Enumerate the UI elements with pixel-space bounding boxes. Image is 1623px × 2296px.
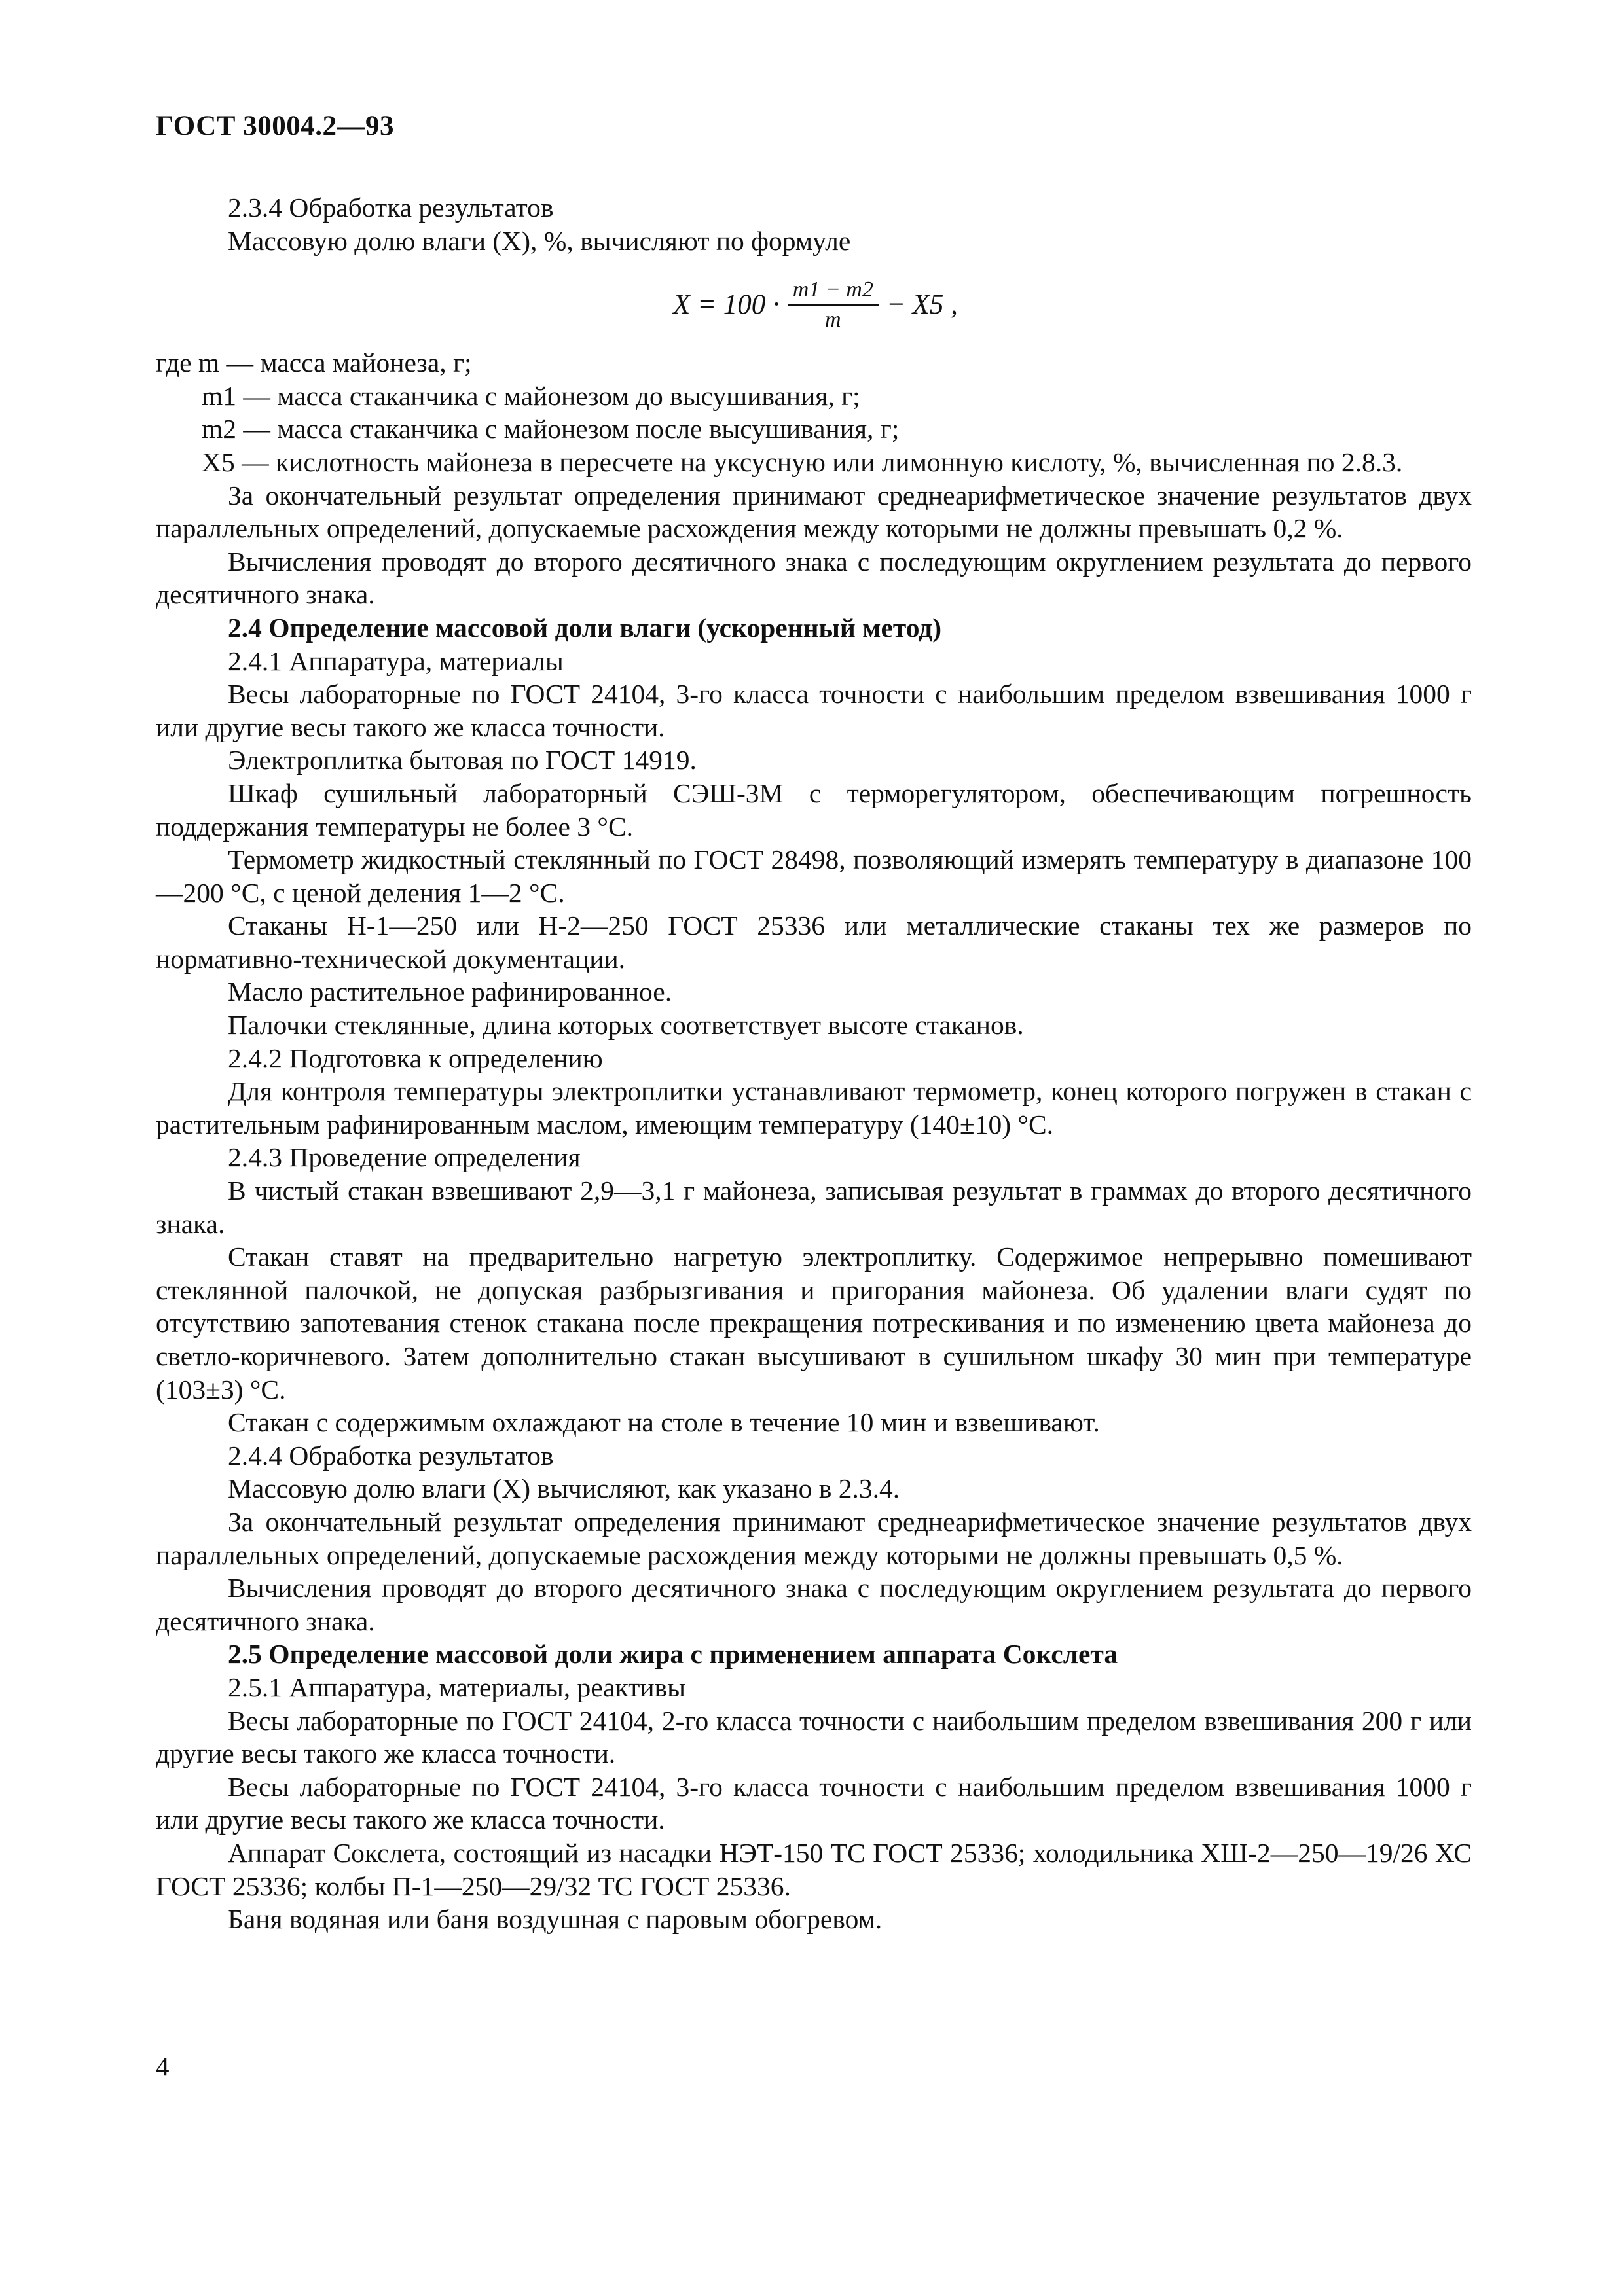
- definition-m1: m1 — масса стаканчика с майонезом до высушивания, г;: [202, 380, 860, 411]
- paragraph-result-1: За окончательный результат определения принимают среднеарифметическое значение результатов двух параллельных определений, допускаемые расхождения между которыми не должны превышать 0,2 %.: [156, 480, 1472, 544]
- paragraph-calc-x: Массовую долю влаги (X) вычисляют, как указано в 2.3.4.: [228, 1473, 900, 1504]
- section-title-2-4-4: 2.4.4 Обработка результатов: [228, 1440, 554, 1471]
- paragraph-scales-2: Весы лабораторные по ГОСТ 24104, 2-го класса точности с наибольшим пределом взвешивания 200 г или другие весы такого же класса точности.: [156, 1705, 1472, 1769]
- section-title-2-5: 2.5 Определение массовой доли жира с применением аппарата Сокслета: [228, 1639, 1118, 1670]
- page-body: [156, 191, 1472, 1936]
- formula-numerator: m1 − m2: [788, 277, 879, 306]
- formula-intro: Массовую долю влаги (X), %, вычисляют по формуле: [228, 225, 851, 256]
- paragraph-weigh: В чистый стакан взвешивают 2,9—3,1 г майонеза, записывая результат в граммах до второго десятичного знака.: [156, 1175, 1472, 1239]
- section-title-2-4-3: 2.4.3 Проведение определения: [228, 1142, 581, 1173]
- paragraph-scales-1: Весы лабораторные по ГОСТ 24104, 3-го класса точности с наибольшим пределом взвешивания 1000 г или другие весы такого же класса точности.: [156, 679, 1472, 742]
- definition-m: где m — масса майонеза, г;: [156, 348, 472, 378]
- definition-x5: X5 — кислотность майонеза в пересчете на уксусную или лимонную кислоту, %, вычисленная по 2.8.3.: [202, 446, 1403, 477]
- paragraph-scales-3: Весы лабораторные по ГОСТ 24104, 3-го класса точности с наибольшим пределом взвешивания 1000 г или другие весы такого же класса точности.: [156, 1771, 1472, 1835]
- section-title-2-4-1: 2.4.1 Аппаратура, материалы: [228, 645, 564, 676]
- paragraph-heat: Стакан ставят на предварительно нагретую электроплитку. Содержимое непрерывно помешивают стеклянной палочкой, не допуская разбрызгивания и пригорания майонеза. Об удалении влаги судят по отсутствию запотевания стенок стакана после прекращения потрескивания и по изменению цвета майонеза до светло-коричневого. Затем дополнительно стакан высушивают в сушильном шкафу 30 мин при температуре (103±3) °С.: [156, 1242, 1472, 1405]
- document-header: ГОСТ 30004.2—93: [156, 111, 394, 141]
- formula-fraction: [788, 277, 879, 333]
- paragraph-thermometer: Термометр жидкостный стеклянный по ГОСТ 28498, позволяющий измерять температуру в диапазоне 100—200 °С, с ценой деления 1—2 °С.: [156, 844, 1472, 908]
- moisture-formula: [156, 257, 1472, 346]
- paragraph-oil: Масло растительное рафинированное.: [228, 977, 672, 1007]
- section-title-2-4-2: 2.4.2 Подготовка к определению: [228, 1043, 603, 1073]
- paragraph-bath: Баня водяная или баня воздушная с паровым обогревом.: [228, 1904, 883, 1935]
- section-title-2-3-4: 2.3.4 Обработка результатов: [228, 192, 554, 223]
- formula-rhs: − X5 ,: [886, 289, 958, 320]
- page-number: 4: [156, 2051, 170, 2081]
- paragraph-control: Для контроля температуры электроплитки устанавливают термометр, конец которого погружен в стакан с растительным рафинированным маслом, имеющим температуру (140±10) °С.: [156, 1076, 1472, 1139]
- paragraph-soxhlet: Аппарат Сокслета, состоящий из насадки НЭТ-150 ТС ГОСТ 25336; холодильника ХШ-2—250—19/26 ХС ГОСТ 25336; колбы П-1—250—29/32 ТС ГОСТ 25336.: [156, 1837, 1472, 1901]
- paragraph-stove: Электроплитка бытовая по ГОСТ 14919.: [228, 745, 697, 776]
- paragraph-calc-1: Вычисления проводят до второго десятичного знака с последующим округлением результата до первого десятичного знака.: [156, 546, 1472, 610]
- paragraph-glasses: Стаканы Н-1—250 или Н-2—250 ГОСТ 25336 или металлические стаканы тех же размеров по нормативно-технической документации.: [156, 910, 1472, 974]
- formula-definitions: [156, 346, 1472, 478]
- paragraph-calc-2: Вычисления проводят до второго десятичного знака с последующим округлением результата до первого десятичного знака.: [156, 1573, 1472, 1636]
- section-title-2-5-1: 2.5.1 Аппаратура, материалы, реактивы: [228, 1672, 686, 1702]
- formula-denominator: m: [825, 308, 841, 332]
- definition-m2: m2 — масса стаканчика с майонезом после высушивания, г;: [202, 414, 900, 444]
- section-title-2-4: 2.4 Определение массовой доли влаги (ускоренный метод): [228, 612, 942, 643]
- paragraph-oven: Шкаф сушильный лабораторный СЭШ-3М с терморегулятором, обеспечивающим погрешность поддержания температуры не более 3 °С.: [156, 778, 1472, 842]
- paragraph-result-2: За окончательный результат определения принимают среднеарифметическое значение результатов двух параллельных определений, допускаемые расхождения между которыми не должны превышать 0,5 %.: [156, 1506, 1472, 1570]
- paragraph-rods: Палочки стеклянные, длина которых соответствует высоте стаканов.: [228, 1010, 1024, 1041]
- paragraph-cool: Стакан с содержимым охлаждают на столе в течение 10 мин и взвешивают.: [228, 1407, 1100, 1438]
- formula-lhs: X = 100 ·: [673, 289, 780, 320]
